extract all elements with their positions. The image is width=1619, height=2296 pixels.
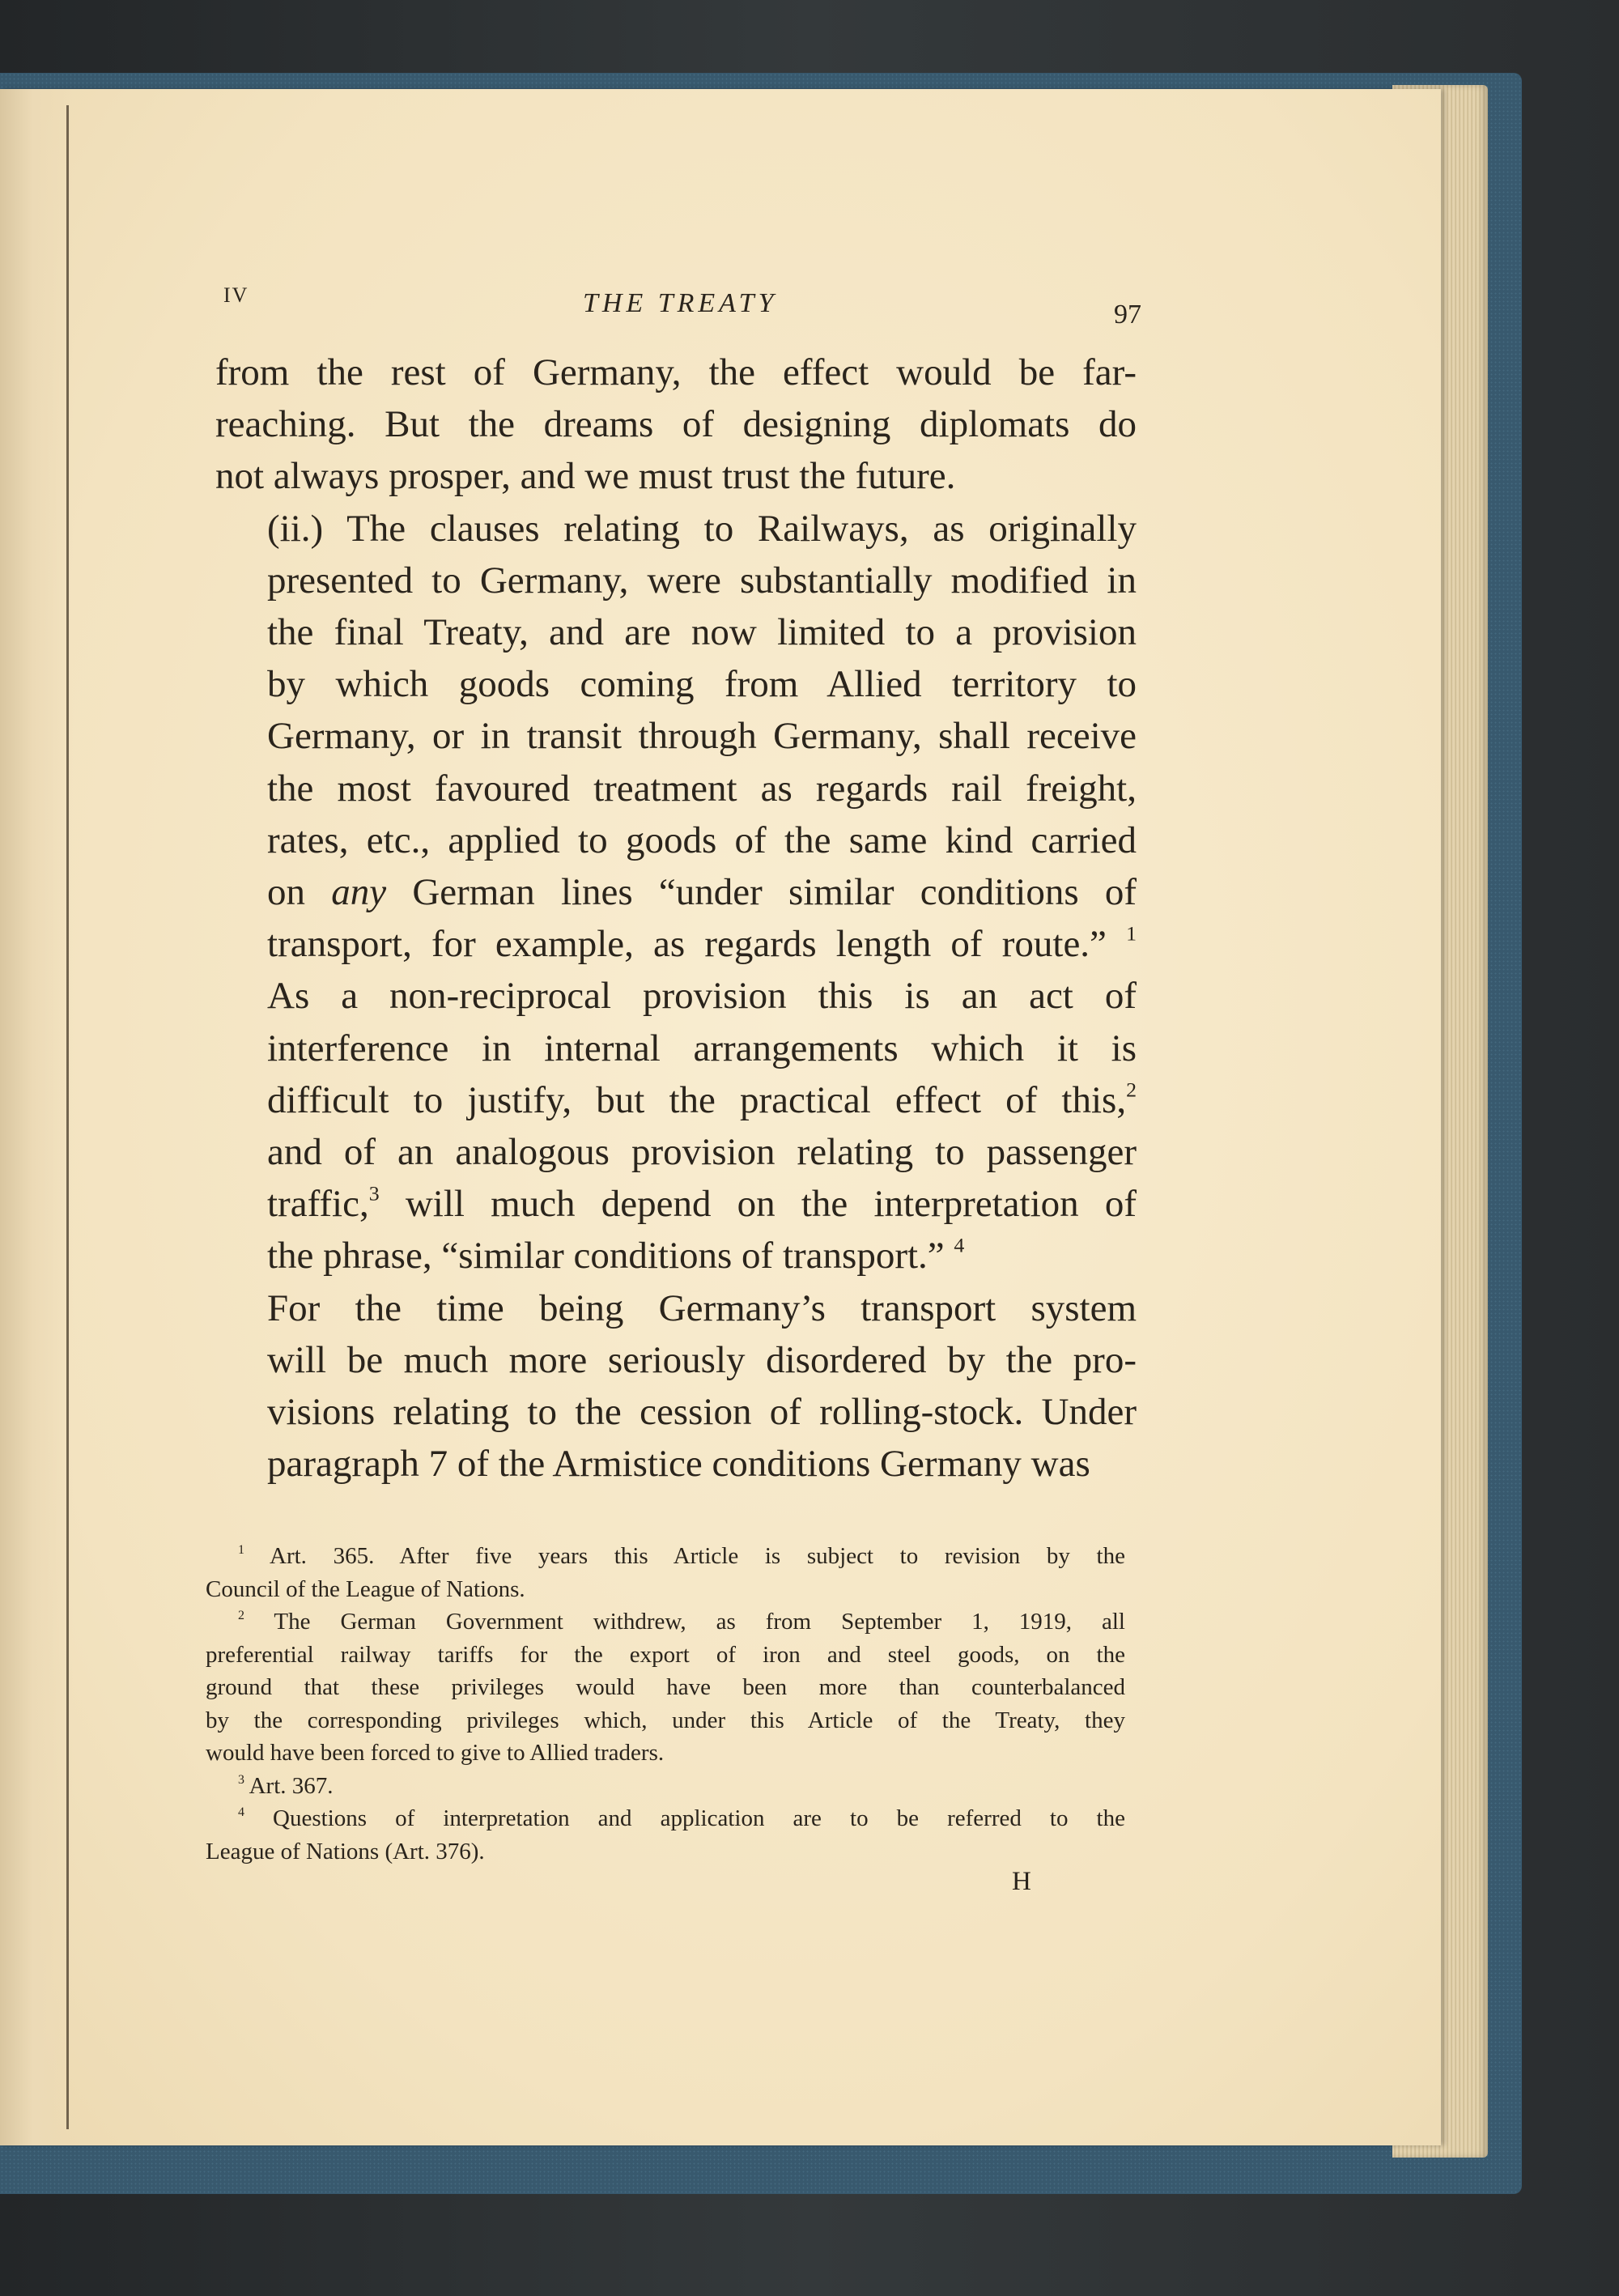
footnote-line: by the corresponding privileges which, under this Article of the Treaty, they	[206, 1707, 1125, 1733]
footnotes	[206, 1540, 1125, 1868]
text-fragment: traffic,	[267, 1183, 369, 1226]
footnote-mark: 1	[238, 1543, 244, 1558]
footnote	[206, 1802, 1125, 1868]
paragraph	[215, 1282, 1137, 1490]
text-line: visions relating to the cession of rolling-stock. Under	[267, 1391, 1137, 1434]
footnote	[206, 1770, 1125, 1803]
footnote-line	[206, 1802, 1125, 1835]
footnote-line	[206, 1540, 1125, 1573]
footnote-ref[interactable]: 4	[954, 1234, 965, 1258]
text-line: will be much more seriously disordered by the pro-	[267, 1338, 1137, 1381]
footnote-line: League of Nations (Art. 376).	[206, 1838, 485, 1864]
text-line: Germany, or in transit through Germany, shall receive	[267, 715, 1137, 758]
text-fragment: German lines “under similar conditions of	[386, 871, 1137, 914]
footnote-mark: 3	[238, 1772, 244, 1787]
footnote-mark: 2	[238, 1609, 244, 1623]
text-fragment: the phrase, “similar conditions of transport.”	[267, 1235, 945, 1278]
text-line	[215, 1178, 1137, 1230]
text-line: the final Treaty, and are now limited to a provision	[267, 611, 1137, 654]
footnote-line	[206, 1770, 1125, 1803]
text-fragment: difficult to justify, but the practical effect of this,	[267, 1078, 1127, 1121]
footnote-ref[interactable]: 1	[1126, 921, 1137, 946]
body-text	[215, 347, 1137, 1490]
chapter-number: IV	[223, 283, 249, 307]
text-line: reaching. But the dreams of designing diplomats do	[215, 403, 1137, 446]
text-line: (ii.) The clauses relating to Railways, as originally	[267, 507, 1137, 550]
text-fragment: The German Government withdrew, as from September 1, 1919, all	[244, 1609, 1125, 1635]
text-line: not always prosper, and we must trust the future.	[215, 455, 956, 498]
text-line	[215, 1074, 1137, 1126]
text-line: rates, etc., applied to goods of the same kind carried	[267, 818, 1137, 861]
emphasis: any	[331, 871, 387, 914]
text-line: the most favoured treatment as regards rail freight,	[267, 767, 1137, 810]
page-gutter	[0, 89, 73, 2145]
text-line	[215, 1230, 1137, 1282]
text-line: and of an analogous provision relating to passenger	[267, 1131, 1137, 1174]
page-number: 97	[1114, 300, 1141, 330]
footnote-line: Council of the League of Nations.	[206, 1575, 525, 1602]
footnote-line: ground that these privileges would have been more than counterbalanced	[206, 1674, 1125, 1700]
footnote-line	[206, 1605, 1125, 1639]
footnote-ref[interactable]: 3	[368, 1181, 380, 1205]
footnote	[206, 1605, 1125, 1770]
text-line: As a non-reciprocal provision this is an act of	[267, 975, 1137, 1018]
text-line: from the rest of Germany, the effect would be far-	[215, 351, 1137, 393]
text-fragment: will much depend on the interpretation of	[379, 1183, 1137, 1226]
gutter-line	[66, 105, 69, 2129]
running-title: THE TREATY	[583, 288, 778, 318]
text-line	[215, 866, 1137, 918]
signature-mark: H	[1012, 1867, 1031, 1896]
text-line: For the time being Germany’s transport system	[267, 1286, 1137, 1329]
text-line: by which goods coming from Allied territory to	[267, 663, 1137, 706]
text-line: interference in internal arrangements which it is	[267, 1027, 1137, 1069]
text-fragment: Art. 367.	[244, 1772, 334, 1799]
text-fragment: Questions of interpretation and application are to be referred to the	[244, 1805, 1125, 1831]
footnote-line: preferential railway tariffs for the export of iron and steel goods, on the	[206, 1641, 1125, 1668]
text-fragment: on	[267, 871, 332, 914]
paragraph	[215, 347, 1137, 503]
text-fragment: Art. 365. After five years this Article is subject to revision by the	[244, 1543, 1125, 1569]
footnote-mark: 4	[238, 1805, 244, 1820]
footnote	[206, 1540, 1125, 1605]
footnote-ref[interactable]: 2	[1126, 1078, 1137, 1102]
paragraph	[215, 503, 1137, 1282]
text-line: paragraph 7 of the Armistice conditions Germany was	[267, 1443, 1090, 1486]
text-line	[215, 918, 1137, 970]
text-line: presented to Germany, were substantially modified in	[267, 559, 1137, 602]
footnote-line: would have been forced to give to Allied traders.	[206, 1740, 665, 1766]
text-fragment: transport, for example, as regards length of route.”	[267, 923, 1107, 966]
